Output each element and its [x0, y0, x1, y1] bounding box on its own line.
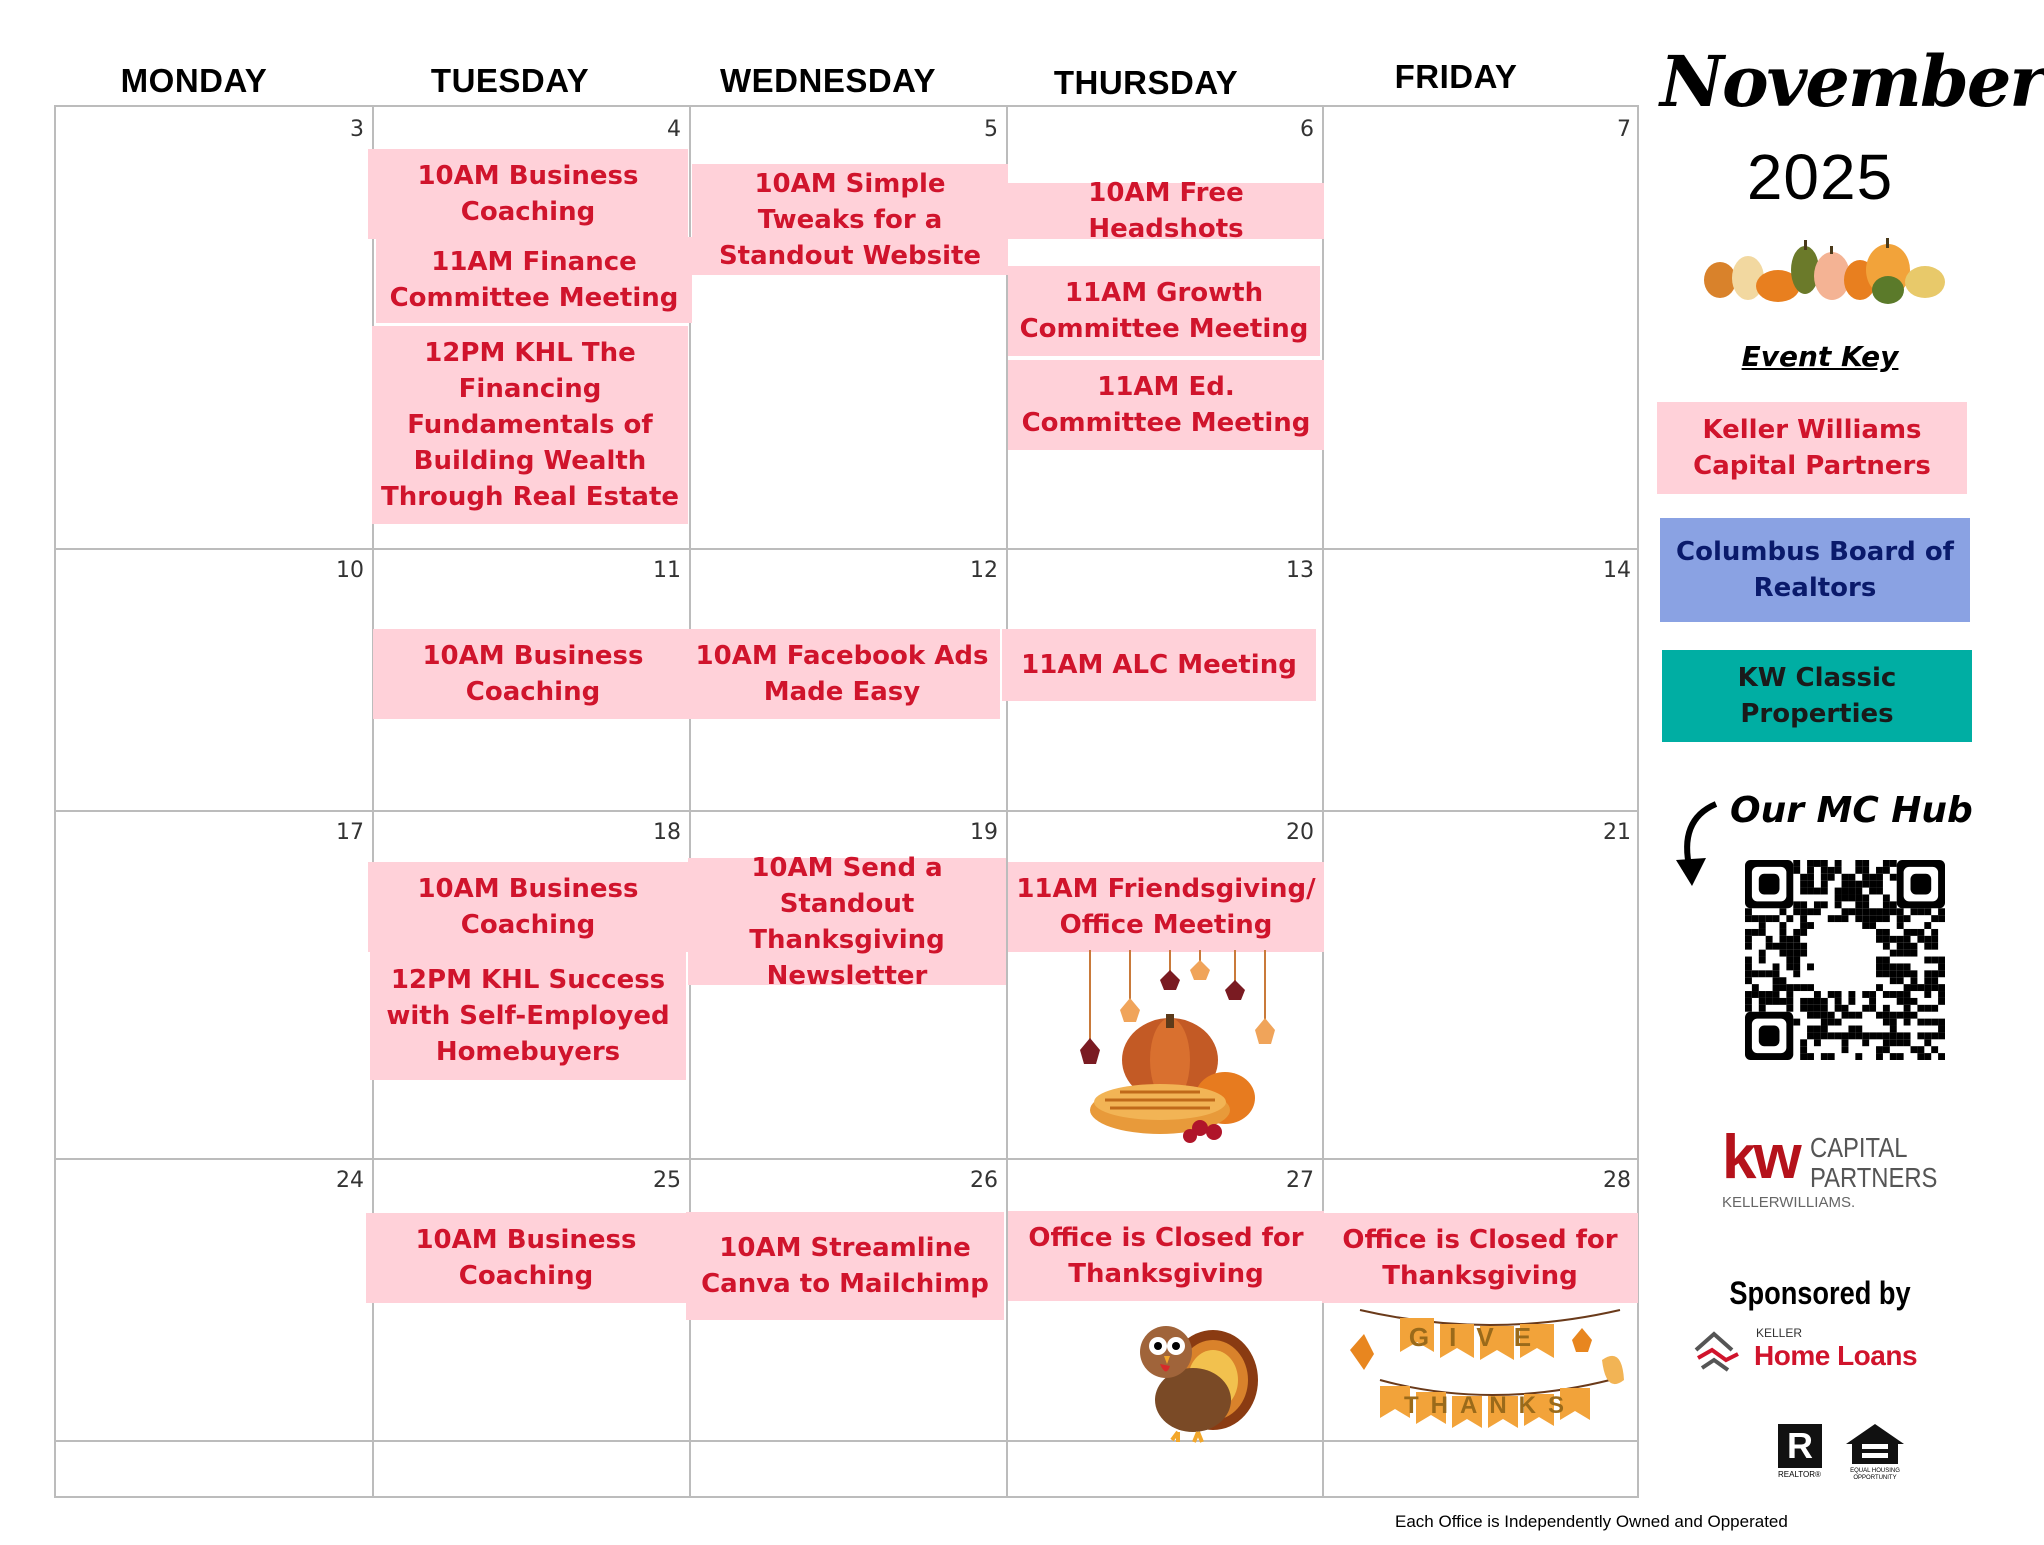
event-label: 10AM Free Headshots: [1088, 178, 1244, 244]
event-business-coaching[interactable]: [366, 1213, 686, 1303]
khl-big: Home Loans: [1754, 1340, 1918, 1371]
day-number: 24: [336, 1168, 364, 1193]
event-label: 10AM Business Coaching: [422, 641, 644, 707]
day-number: 18: [653, 820, 681, 845]
turkey-illustration: [1118, 1310, 1268, 1450]
give-thanks-text: GIVE: [1408, 1322, 1552, 1352]
event-growth-committee[interactable]: [1008, 266, 1320, 356]
day-number: 12: [970, 558, 998, 583]
event-label: Office is Closed for Thanksgiving: [1028, 1223, 1304, 1289]
handshake-house-icon: [1692, 1328, 1744, 1376]
event-label: 11AM Ed. Committee Meeting: [1021, 372, 1311, 438]
event-label: 10AM Business Coaching: [415, 1225, 637, 1291]
event-canva-mailchimp[interactable]: [686, 1212, 1004, 1320]
event-business-coaching[interactable]: [368, 862, 688, 952]
event-label: 10AM Business Coaching: [417, 161, 639, 227]
event-label: 10AM Send a Standout Thanksgiving Newsletter: [749, 852, 945, 991]
event-friendsgiving[interactable]: [1008, 862, 1324, 952]
event-label: 10AM Streamline Canva to Mailchimp: [701, 1233, 989, 1299]
day-number: 6: [1300, 117, 1314, 142]
day-number: 14: [1603, 558, 1631, 583]
kw-logo-mark: kw: [1722, 1123, 1799, 1192]
day-cell: [56, 1158, 372, 1440]
key-label: Columbus Board of Realtors: [1676, 537, 1954, 603]
key-kw-capital-partners: [1657, 402, 1967, 494]
day-number: 10: [336, 558, 364, 583]
day-cell: [56, 107, 372, 548]
equal-housing-logo: [1842, 1422, 1908, 1482]
kw-logo-sub: KELLERWILLIAMS.: [1722, 1194, 1856, 1211]
day-number: 7: [1617, 117, 1631, 142]
day-number: 26: [970, 1168, 998, 1193]
event-business-coaching[interactable]: [368, 149, 688, 239]
event-label: Office is Closed for Thanksgiving: [1342, 1225, 1618, 1291]
khl-small: KELLER: [1756, 1326, 1803, 1340]
keller-home-loans-logo: [1692, 1324, 1962, 1384]
key-kw-classic: [1662, 650, 1972, 742]
day-number: 25: [653, 1168, 681, 1193]
day-number: 20: [1286, 820, 1314, 845]
curved-arrow-icon: [1668, 800, 1728, 890]
day-number: 4: [667, 117, 681, 142]
day-header-monday: MONDAY: [120, 62, 268, 99]
event-label: 10AM Simple Tweaks for a Standout Website: [718, 168, 982, 271]
grid-line: [56, 1440, 1637, 1442]
event-free-headshots[interactable]: [1008, 178, 1324, 244]
day-header-thursday: THURSDAY: [1053, 64, 1239, 101]
pie-pumpkin-illustration: [1050, 950, 1290, 1150]
key-columbus-board: [1660, 518, 1970, 622]
month-title: November: [1660, 40, 2044, 123]
equal-housing-text: EQUAL HOUSING OPPORTUNITY: [1850, 1468, 1900, 1481]
year-title: 2025: [1746, 141, 1894, 213]
event-khl-financing[interactable]: [372, 326, 688, 524]
day-number: 28: [1603, 1168, 1631, 1193]
event-khl-self-employed[interactable]: [370, 952, 686, 1080]
day-header-wednesday: WEDNESDAY: [720, 62, 936, 99]
realtor-text: REALTOR®: [1778, 1470, 1821, 1479]
kw-logo: [1722, 1123, 1982, 1218]
realtor-logo: R REALTOR®: [1778, 1425, 1821, 1479]
day-number: 11: [653, 558, 681, 583]
day-header-friday: FRIDAY: [1394, 58, 1518, 95]
event-label: 11AM Finance Committee Meeting: [389, 247, 679, 313]
event-office-closed[interactable]: [1008, 1211, 1324, 1301]
key-label: KW Classic Properties: [1737, 663, 1897, 729]
kw-logo-line2: PARTNERS: [1810, 1162, 1938, 1193]
event-label: 12PM KHL The Financing Fundamentals of Building Wealth Through Real Estate: [380, 338, 680, 512]
event-label: 10AM Facebook Ads Made Easy: [695, 641, 989, 707]
kw-logo-line1: CAPITAL: [1810, 1132, 1908, 1163]
day-number: 19: [970, 820, 998, 845]
event-finance-committee[interactable]: [376, 237, 692, 323]
event-ed-committee[interactable]: [1008, 360, 1324, 450]
day-number: 3: [350, 117, 364, 142]
day-number: 17: [336, 820, 364, 845]
event-key-title: Event Key: [1741, 340, 1899, 373]
day-number: 13: [1286, 558, 1314, 583]
day-number: 21: [1603, 820, 1631, 845]
event-facebook-ads[interactable]: [684, 629, 1000, 719]
event-label: 11AM Friendsgiving/ Office Meeting: [1016, 874, 1316, 940]
day-cell: [1322, 548, 1639, 810]
day-cell: [56, 548, 372, 810]
pumpkins-illustration: [1700, 230, 1960, 310]
day-header-tuesday: TUESDAY: [430, 62, 590, 99]
key-label: Keller Williams Capital Partners: [1693, 415, 1931, 481]
event-label: 11AM ALC Meeting: [1021, 650, 1297, 680]
event-label: 12PM KHL Success with Self-Employed Homebuyers: [386, 965, 670, 1067]
event-business-coaching[interactable]: [373, 629, 693, 719]
sponsored-by: Sponsored by: [1729, 1275, 1911, 1311]
event-office-closed[interactable]: [1322, 1213, 1638, 1303]
equal-housing-icon: [1842, 1422, 1908, 1466]
day-cell: [56, 810, 372, 1158]
qr-code[interactable]: [1745, 860, 1945, 1060]
day-number: 27: [1286, 1168, 1314, 1193]
day-cell: [1322, 810, 1639, 1158]
day-cell: [1322, 107, 1639, 548]
event-label: 10AM Business Coaching: [417, 874, 639, 940]
event-simple-tweaks[interactable]: [692, 164, 1008, 275]
event-thanksgiving-newsletter[interactable]: [688, 852, 1006, 991]
give-thanks-text: THANKS: [1404, 1392, 1576, 1419]
footer-disclaimer: Each Office is Independently Owned and Opperated: [1395, 1512, 1788, 1531]
event-label: 11AM Growth Committee Meeting: [1019, 278, 1309, 344]
day-number: 5: [984, 117, 998, 142]
event-alc-meeting[interactable]: [1002, 629, 1316, 701]
hub-label: Our MC Hub: [1730, 790, 1973, 831]
